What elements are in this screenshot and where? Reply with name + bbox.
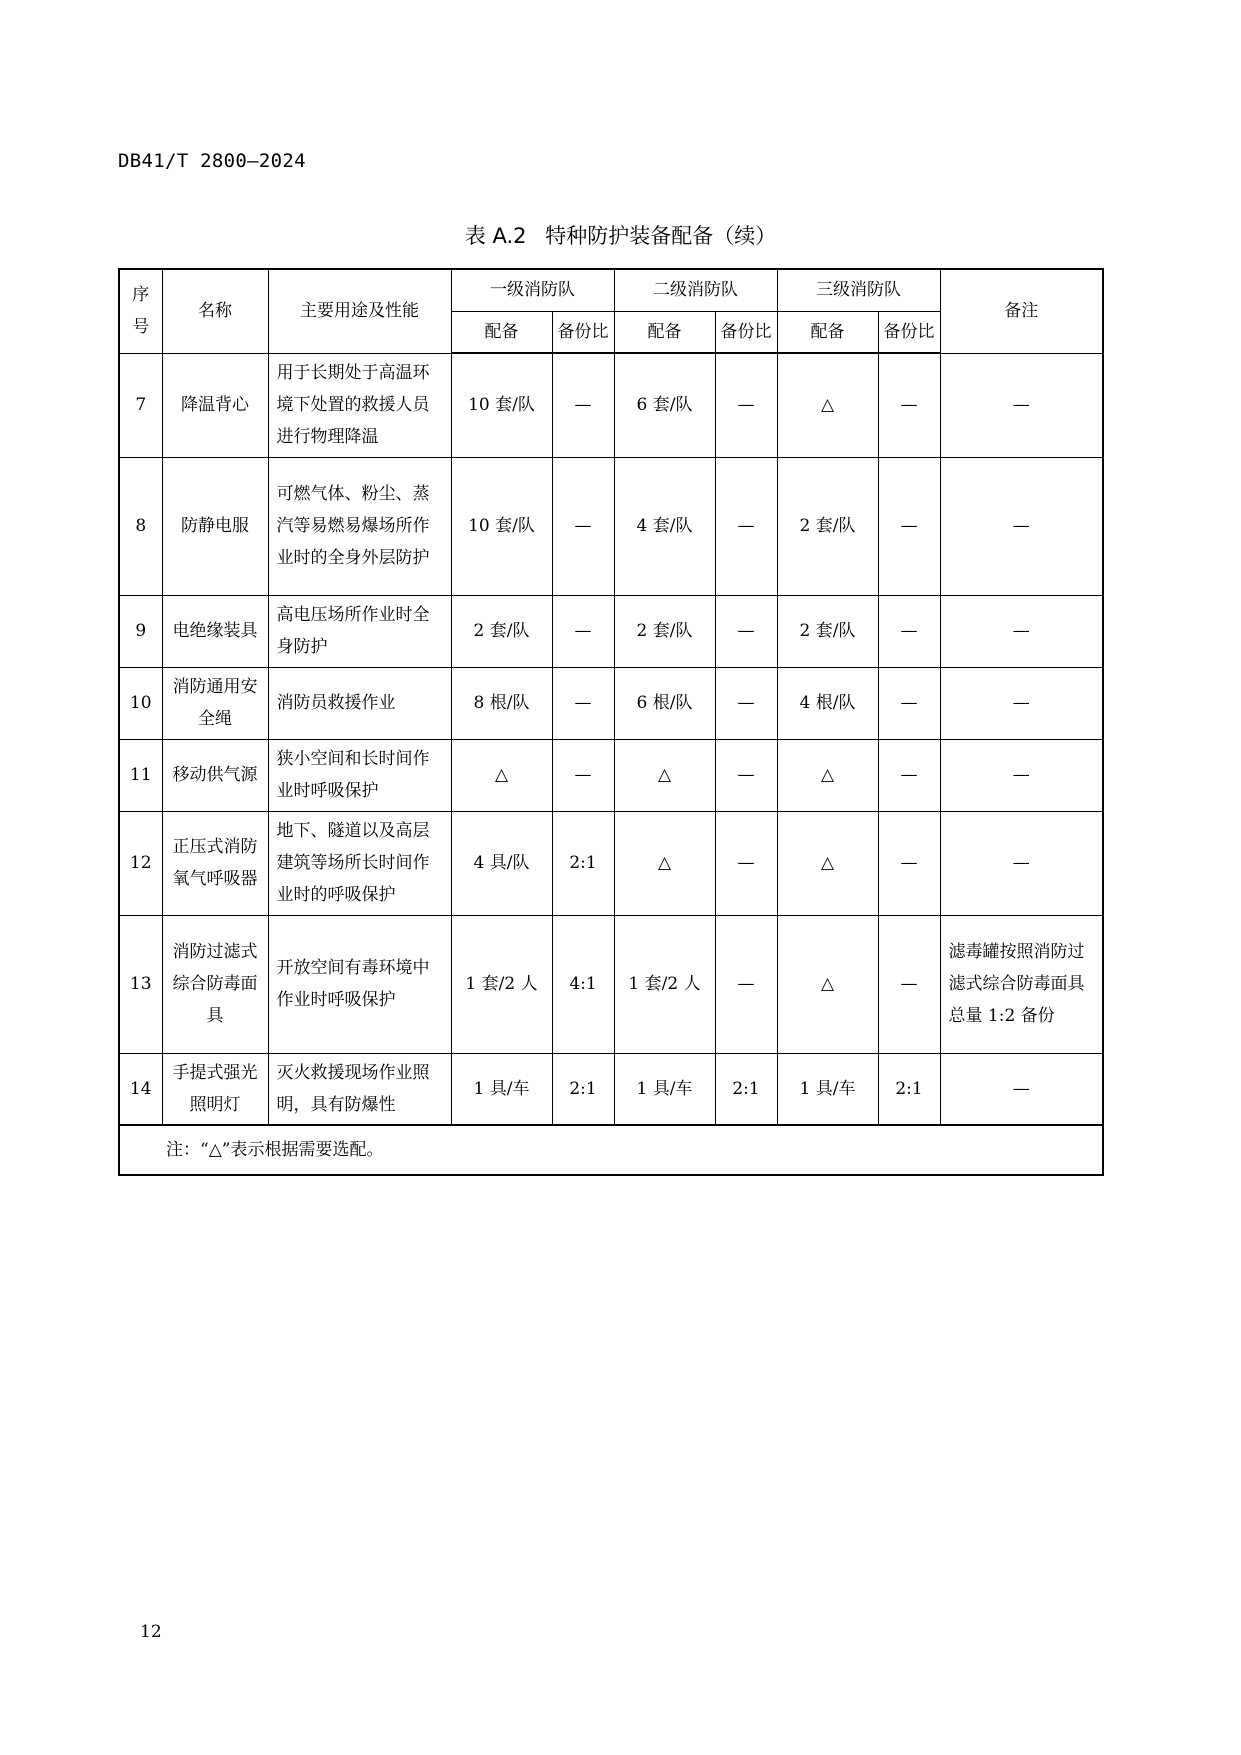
table-note: 注：“△”表示根据需要选配。 bbox=[119, 1125, 1103, 1175]
cell-remark: — bbox=[940, 667, 1103, 739]
cell-usage: 开放空间有毒环境中作业时呼吸保护 bbox=[268, 915, 451, 1053]
cell-seq: 8 bbox=[119, 457, 162, 595]
cell-l3-backup: 2:1 bbox=[878, 1053, 940, 1125]
cell-seq: 12 bbox=[119, 811, 162, 915]
cell-remark: — bbox=[940, 595, 1103, 667]
cell-name: 消防通用安全绳 bbox=[162, 667, 268, 739]
cell-seq: 7 bbox=[119, 353, 162, 457]
cell-usage: 狭小空间和长时间作业时呼吸保护 bbox=[268, 739, 451, 811]
cell-l3-backup: — bbox=[878, 739, 940, 811]
cell-l1-backup: — bbox=[552, 595, 614, 667]
cell-l1-backup: — bbox=[552, 739, 614, 811]
cell-l3-equip: 2 套/队 bbox=[777, 595, 878, 667]
header-level2-backup: 备份比 bbox=[715, 311, 777, 353]
cell-l2-equip: 6 根/队 bbox=[614, 667, 715, 739]
cell-usage: 地下、隧道以及高层建筑等场所长时间作业时的呼吸保护 bbox=[268, 811, 451, 915]
cell-l2-backup: — bbox=[715, 595, 777, 667]
cell-seq: 11 bbox=[119, 739, 162, 811]
cell-l2-backup: — bbox=[715, 915, 777, 1053]
cell-name: 手提式强光照明灯 bbox=[162, 1053, 268, 1125]
table-row bbox=[119, 915, 1103, 1053]
cell-l3-equip: △ bbox=[777, 739, 878, 811]
cell-l3-equip: △ bbox=[777, 811, 878, 915]
cell-name: 防静电服 bbox=[162, 457, 268, 595]
cell-seq: 14 bbox=[119, 1053, 162, 1125]
header-remark: 备注 bbox=[940, 269, 1103, 353]
cell-l2-equip: 4 套/队 bbox=[614, 457, 715, 595]
table-row bbox=[119, 739, 1103, 811]
cell-l1-equip: △ bbox=[451, 739, 552, 811]
header-usage: 主要用途及性能 bbox=[268, 269, 451, 353]
cell-l1-equip: 8 根/队 bbox=[451, 667, 552, 739]
cell-l1-backup: 4:1 bbox=[552, 915, 614, 1053]
cell-name: 降温背心 bbox=[162, 353, 268, 457]
cell-remark: — bbox=[940, 353, 1103, 457]
cell-l3-backup: — bbox=[878, 915, 940, 1053]
equipment-table bbox=[118, 268, 1104, 1176]
table-row bbox=[119, 811, 1103, 915]
cell-usage: 可燃气体、粉尘、蒸汽等易燃易爆场所作业时的全身外层防护 bbox=[268, 457, 451, 595]
header-level2: 二级消防队 bbox=[614, 269, 777, 311]
header-level3-backup: 备份比 bbox=[878, 311, 940, 353]
cell-seq: 13 bbox=[119, 915, 162, 1053]
header-level1-equip: 配备 bbox=[451, 311, 552, 353]
cell-l3-equip: 2 套/队 bbox=[777, 457, 878, 595]
cell-usage: 高电压场所作业时全身防护 bbox=[268, 595, 451, 667]
table-row bbox=[119, 595, 1103, 667]
cell-l2-backup: 2:1 bbox=[715, 1053, 777, 1125]
table-row bbox=[119, 1053, 1103, 1125]
cell-l3-backup: — bbox=[878, 353, 940, 457]
cell-usage: 用于长期处于高温环境下处置的救援人员进行物理降温 bbox=[268, 353, 451, 457]
cell-l3-backup: — bbox=[878, 457, 940, 595]
header-seq: 序号 bbox=[119, 269, 162, 353]
cell-l1-backup: 2:1 bbox=[552, 811, 614, 915]
cell-l1-equip: 10 套/队 bbox=[451, 457, 552, 595]
header-level3: 三级消防队 bbox=[777, 269, 940, 311]
cell-l3-backup: — bbox=[878, 595, 940, 667]
cell-usage: 消防员救援作业 bbox=[268, 667, 451, 739]
cell-l2-backup: — bbox=[715, 739, 777, 811]
cell-remark: 滤毒罐按照消防过滤式综合防毒面具总量 1:2 备份 bbox=[940, 915, 1103, 1053]
cell-l2-equip: 2 套/队 bbox=[614, 595, 715, 667]
cell-l1-equip: 1 套/2 人 bbox=[451, 915, 552, 1053]
table-number: 表 A.2 bbox=[464, 224, 527, 248]
cell-name: 电绝缘装具 bbox=[162, 595, 268, 667]
cell-l2-equip: △ bbox=[614, 739, 715, 811]
cell-seq: 9 bbox=[119, 595, 162, 667]
cell-name: 消防过滤式综合防毒面具 bbox=[162, 915, 268, 1053]
cell-l1-backup: — bbox=[552, 667, 614, 739]
cell-l2-equip: 1 具/车 bbox=[614, 1053, 715, 1125]
cell-l3-backup: — bbox=[878, 667, 940, 739]
cell-l2-equip: 6 套/队 bbox=[614, 353, 715, 457]
cell-l3-equip: △ bbox=[777, 915, 878, 1053]
cell-l2-backup: — bbox=[715, 353, 777, 457]
cell-seq: 10 bbox=[119, 667, 162, 739]
header-name: 名称 bbox=[162, 269, 268, 353]
cell-l3-equip: 1 具/车 bbox=[777, 1053, 878, 1125]
cell-l1-equip: 1 具/车 bbox=[451, 1053, 552, 1125]
page-number: 12 bbox=[140, 1622, 162, 1642]
cell-l2-backup: — bbox=[715, 667, 777, 739]
table-row bbox=[119, 353, 1103, 457]
table-row bbox=[119, 457, 1103, 595]
table-note-row bbox=[119, 1125, 1103, 1175]
cell-l2-equip: △ bbox=[614, 811, 715, 915]
cell-l2-equip: 1 套/2 人 bbox=[614, 915, 715, 1053]
cell-remark: — bbox=[940, 1053, 1103, 1125]
table-caption: 特种防护装备配备（续） bbox=[545, 224, 777, 248]
cell-l1-backup: — bbox=[552, 457, 614, 595]
cell-l2-backup: — bbox=[715, 457, 777, 595]
cell-l3-backup: — bbox=[878, 811, 940, 915]
header-level3-equip: 配备 bbox=[777, 311, 878, 353]
cell-name: 移动供气源 bbox=[162, 739, 268, 811]
cell-remark: — bbox=[940, 457, 1103, 595]
cell-usage: 灭火救援现场作业照明，具有防爆性 bbox=[268, 1053, 451, 1125]
table-title bbox=[0, 220, 1241, 250]
cell-l1-backup: — bbox=[552, 353, 614, 457]
cell-l1-backup: 2:1 bbox=[552, 1053, 614, 1125]
header-level2-equip: 配备 bbox=[614, 311, 715, 353]
cell-l1-equip: 4 具/队 bbox=[451, 811, 552, 915]
cell-l3-equip: 4 根/队 bbox=[777, 667, 878, 739]
header-level1-backup: 备份比 bbox=[552, 311, 614, 353]
cell-name: 正压式消防氧气呼吸器 bbox=[162, 811, 268, 915]
document-id: DB41/T 2800—2024 bbox=[118, 150, 306, 172]
cell-l2-backup: — bbox=[715, 811, 777, 915]
cell-remark: — bbox=[940, 811, 1103, 915]
cell-l3-equip: △ bbox=[777, 353, 878, 457]
cell-l1-equip: 2 套/队 bbox=[451, 595, 552, 667]
header-level1: 一级消防队 bbox=[451, 269, 614, 311]
table-row bbox=[119, 667, 1103, 739]
cell-remark: — bbox=[940, 739, 1103, 811]
cell-l1-equip: 10 套/队 bbox=[451, 353, 552, 457]
